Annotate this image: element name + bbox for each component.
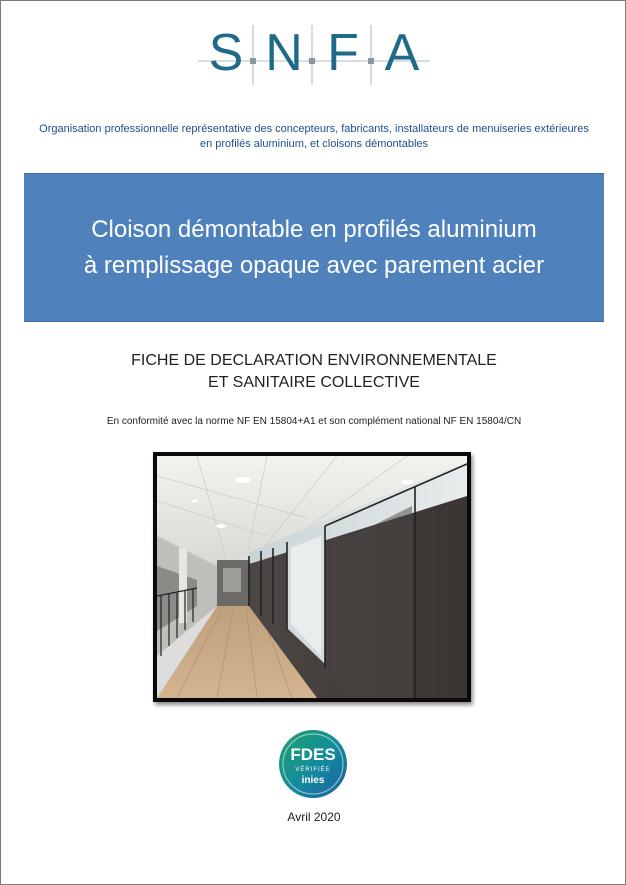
banner-title-line-1: Cloison démontable en profilés aluminium: [91, 215, 537, 243]
badge-subtitle: VÉRIFIÉE: [295, 767, 331, 773]
logo-letter-a: A: [384, 24, 420, 82]
organisation-line-2: en profilés aluminium, et cloisons démontables: [199, 138, 429, 150]
logo-letter-s: S: [208, 24, 244, 82]
organisation-line-1: Organisation professionnelle représentative des concepteurs, fabricants, installateurs de menuiseries extérieures: [39, 123, 589, 135]
office-corridor-partition-photo-icon: [157, 456, 467, 698]
fiche-heading: [21, 350, 607, 394]
organisation-description: [21, 122, 607, 152]
logo-letter-n: N: [265, 24, 303, 82]
publication-date: Avril 2020: [287, 810, 341, 824]
title-banner: [24, 173, 604, 322]
fiche-line-1: FICHE DE DECLARATION ENVIRONNEMENTALE: [131, 352, 497, 369]
fdes-verified-badge: [278, 729, 348, 799]
office-corridor-photo: [153, 452, 471, 702]
banner-title-line-2: à remplissage opaque avec parement acier: [83, 251, 545, 279]
logo-letter-f: F: [327, 24, 359, 82]
norm-compliance: En conformité avec la norme NF EN 15804+A1 et son complément national NF EN 15804/CN: [106, 416, 522, 427]
badge-brand: inies: [301, 775, 325, 786]
badge-title: FDES: [290, 745, 336, 764]
snfa-logo: [198, 21, 430, 85]
fiche-line-2: ET SANITAIRE COLLECTIVE: [208, 374, 420, 391]
